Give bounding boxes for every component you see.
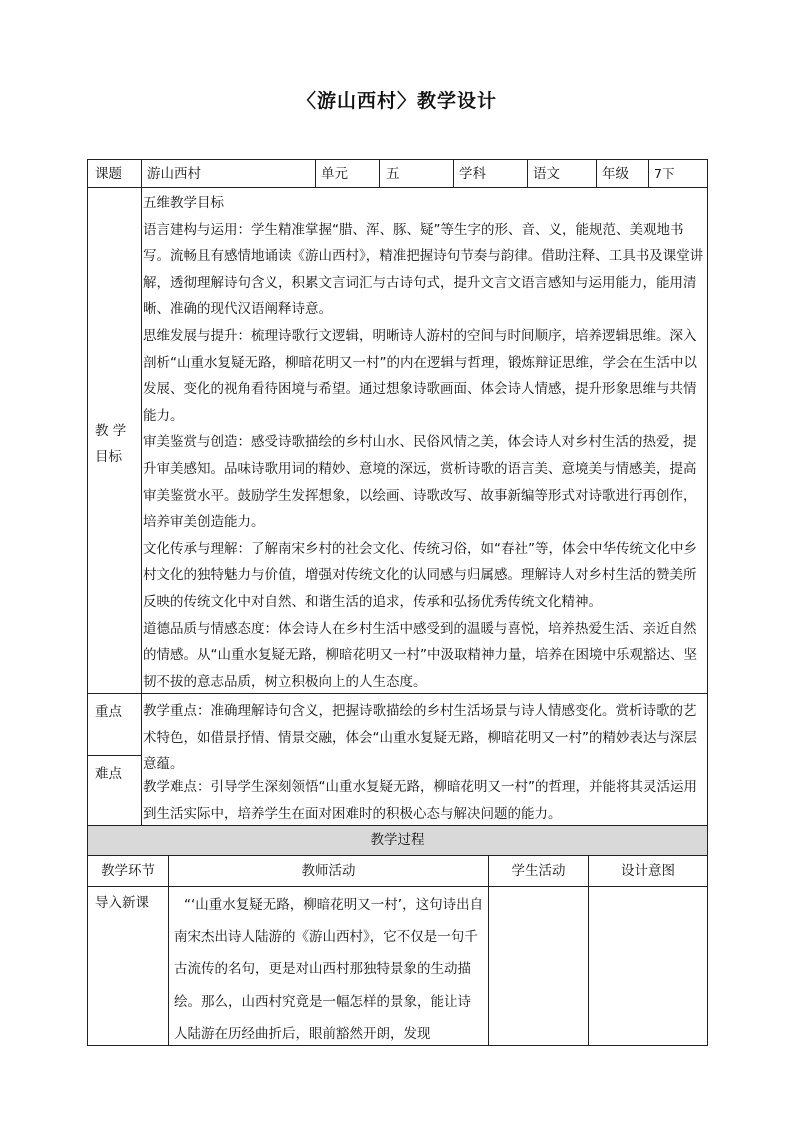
objective-language: 语言建构与运用：学生精准掌握“腊、浑、豚、疑”等生字的形、音、义，能规范、美观地书写。流畅且有感情地诵读《游山西村》，精准把握诗句节奏与韵律。借助注释、工具书及课堂讲解，透彻理解诗句含义，积累文言词汇与古诗句式，提升文言文语言感知与运用能力，能用清晰、准确的现代汉语阐释诗意。: [143, 221, 704, 318]
process-header: 教学过程: [370, 832, 425, 848]
column-student: 学生活动: [511, 863, 566, 879]
objective-culture: 文化传承与理解：了解南宋乡村的社会文化、传统习俗，如“春社”等，体会中华传统文化中乡村文化的独特魅力与价值，增强对传统文化的认同感与归属感。理解诗人对乡村生活的赞美所反映的传统文化中对自然、和谐生活的追求，传承和弘扬优秀传统文化精神。: [143, 540, 697, 610]
subject-label: 学科: [459, 166, 486, 182]
stage-intro: 导入新课: [95, 895, 149, 911]
teacher-activity-intro: “‘山重水复疑无路，柳暗花明又一村’，这句诗出自南宋杰出诗人陆游的《游山西村》，它不仅是一句千古流传的名句，更是对山西村那独特景象的生动描绘。那么，山西村究竟是一幅怎样的景象，能让诗人陆游在历经曲折后，眼前豁然开朗，发现: [174, 897, 484, 1042]
unit-value: 五: [386, 166, 400, 182]
difficulty-label: 难点: [95, 766, 122, 782]
page-title: 〈游山西村〉教学设计: [296, 90, 497, 112]
objectives-content: [143, 190, 705, 695]
column-teacher: 教师活动: [301, 863, 356, 879]
objective-aesthetic: 审美鉴赏与创造：感受诗歌描绘的乡村山水、民俗风情之美，体会诗人对乡村生活的热爱，提升审美感知。品味诗歌用词的精妙、意境的深远，赏析诗歌的语言美、意境美与情感美，提高审美鉴赏水平。鼓励学生发挥想象，以绘画、诗歌改写、故事新编等形式对诗歌进行再创作，培养审美创造能力。: [143, 434, 697, 531]
column-intent: 设计意图: [621, 863, 675, 879]
objectives-label-line2: 目标: [95, 449, 122, 465]
subject-value: 语文: [533, 166, 560, 182]
objective-morality: 道德品质与情感态度：体会诗人在乡村生活中感受到的温暖与喜悦，培养热爱生活、亲近自然的情感。从“山重水复疑无路，柳暗花明又一村”中汲取精神力量，培养在困境中乐观豁达、坚韧不拔的意志品质，树立积极向上的人生态度。: [143, 620, 697, 690]
key-text: 教学重点：准确理解诗句含义，把握诗歌描绘的乡村生活场景与诗人情感变化。赏析诗歌的艺术特色，如借景抒情、情景交融，体会“山重水复疑无路，柳暗花明又一村”的精妙表达与深层意蕴。: [143, 703, 697, 772]
objective-thinking: 思维发展与提升：梳理诗歌行文逻辑，明晰诗人游村的空间与时间顺序，培养逻辑思维。深入剖析“山重水复疑无路，柳暗花明又一村”的内在逻辑与哲理，锻炼辩证思维，学会在生活中以发展、变化的视角看待困境与希望。通过想象诗歌画面、体会诗人情感，提升形象思维与共情能力。: [143, 327, 697, 424]
topic-label: 课题: [95, 166, 122, 182]
topic-value: 游山西村: [147, 166, 201, 182]
column-stage: 教学环节: [101, 863, 155, 879]
grade-label: 年级: [602, 166, 629, 182]
objectives-label-line1: 教 学: [95, 423, 127, 439]
objectives-heading: 五维教学目标: [143, 195, 224, 211]
difficulty-text: 教学难点：引导学生深刻领悟“山重水复疑无路，柳暗花明又一村”的哲理，并能将其灵活运用到生活实际中，培养学生在面对困难时的积极心态与解决问题的能力。: [143, 779, 697, 822]
grade-value: 7下: [654, 166, 675, 181]
key-label: 重点: [95, 704, 122, 720]
unit-label: 单元: [321, 166, 348, 182]
